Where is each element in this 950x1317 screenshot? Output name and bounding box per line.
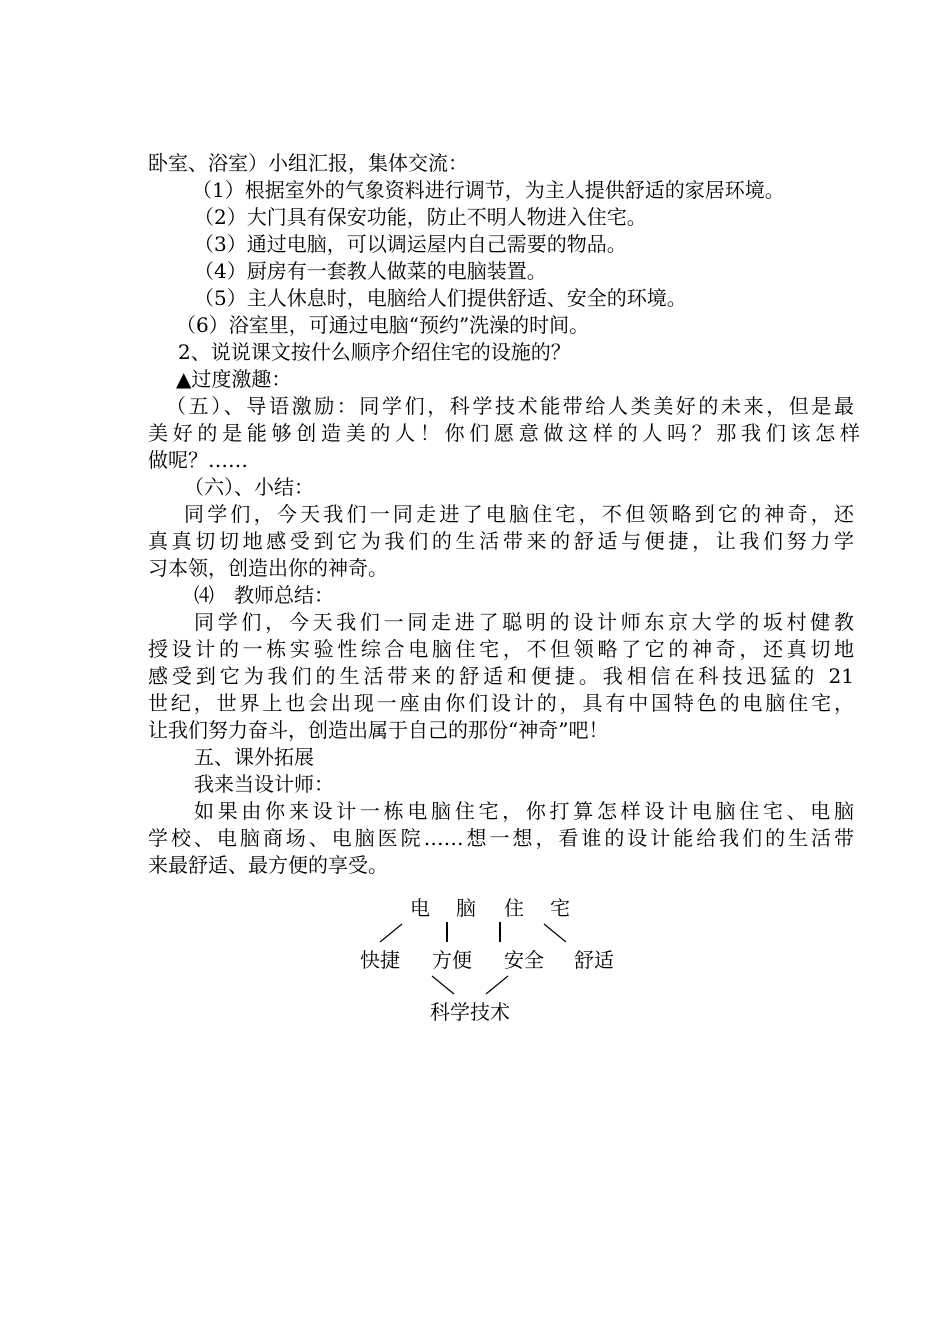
diagram-top-char: 电: [410, 896, 430, 920]
section-heading: ▲过度激趣：: [176, 367, 292, 391]
diagram-node: 安全: [504, 948, 544, 972]
concept-diagram: [350, 890, 650, 1040]
section-heading: （六）、小结：: [184, 475, 314, 499]
paragraph-line: 来最舒适、最方便的享受。: [148, 853, 388, 877]
paragraph-line: 授设计的一栋实验性综合电脑住宅，不但领略了它的神奇，还真切地: [148, 637, 854, 661]
paragraph-line: 同学们，今天我们一同走进了聪明的设计师东京大学的坂村健教: [194, 610, 854, 634]
question-line: 2、说说课文按什么顺序介绍住宅的设施的？: [178, 340, 571, 364]
list-item: （6）浴室里，可通过电脑“预约”洗澡的时间。: [176, 313, 590, 337]
diagram-top-char: 宅: [550, 896, 570, 920]
section-heading: 五、课外拓展: [194, 745, 314, 769]
paragraph-line: 感受到它为我们的生活带来的舒适和便捷。我相信在科技迅猛的 21: [148, 664, 854, 688]
diagram-root: 科学技术: [430, 1000, 510, 1024]
list-item: （4）厨房有一套教人做菜的电脑装置。: [194, 259, 547, 283]
paragraph-line: 真真切切地感受到它为我们的生活带来的舒适与便捷，让我们努力学: [148, 529, 854, 553]
list-item: （2）大门具有保安功能，防止不明人物进入住宅。: [194, 205, 647, 229]
text-line: 卧室、浴室）小组汇报，集体交流：: [148, 151, 468, 175]
diagram-node: 快捷: [360, 948, 400, 972]
diagram-node: 舒适: [574, 948, 614, 972]
diagram-node: 方便: [432, 948, 472, 972]
paragraph-line: 做呢？……: [148, 448, 248, 472]
list-item: （3）通过电脑，可以调运屋内自己需要的物品。: [194, 232, 627, 256]
diagram-top-char: 脑: [456, 896, 476, 920]
paragraph-line: 美好的是能够创造美的人！你们愿意做这样的人吗？那我们该怎样: [148, 421, 860, 445]
paragraph-line: 我来当设计师：: [194, 772, 334, 796]
paragraph-line: 学校、电脑商场、电脑医院……想一想，看谁的设计能给我们的生活带: [148, 826, 854, 850]
paragraph-line: 如果由你来设计一栋电脑住宅，你打算怎样设计电脑住宅、电脑: [194, 799, 854, 823]
list-item: （1）根据室外的气象资料进行调节，为主人提供舒适的家居环境。: [192, 178, 785, 202]
paragraph-line: 习本领，创造出你的神奇。: [148, 556, 388, 580]
paragraph-line: 世纪，世界上也会出现一座由你们设计的，具有中国特色的电脑住宅，: [148, 691, 854, 715]
paragraph-line: （五）、导语激励：同学们，科学技术能带给人类美好的未来，但是最: [166, 394, 854, 418]
paragraph-line: 让我们努力奋斗，创造出属于自己的那份“神奇”吧！: [148, 718, 609, 742]
list-item: （5）主人休息时，电脑给人们提供舒适、安全的环境。: [194, 286, 687, 310]
section-heading: ⑷ 教师总结：: [194, 583, 334, 607]
diagram-top-char: 住: [504, 896, 524, 920]
paragraph-line: 同学们，今天我们一同走进了电脑住宅，不但领略到它的神奇，还: [184, 502, 854, 526]
